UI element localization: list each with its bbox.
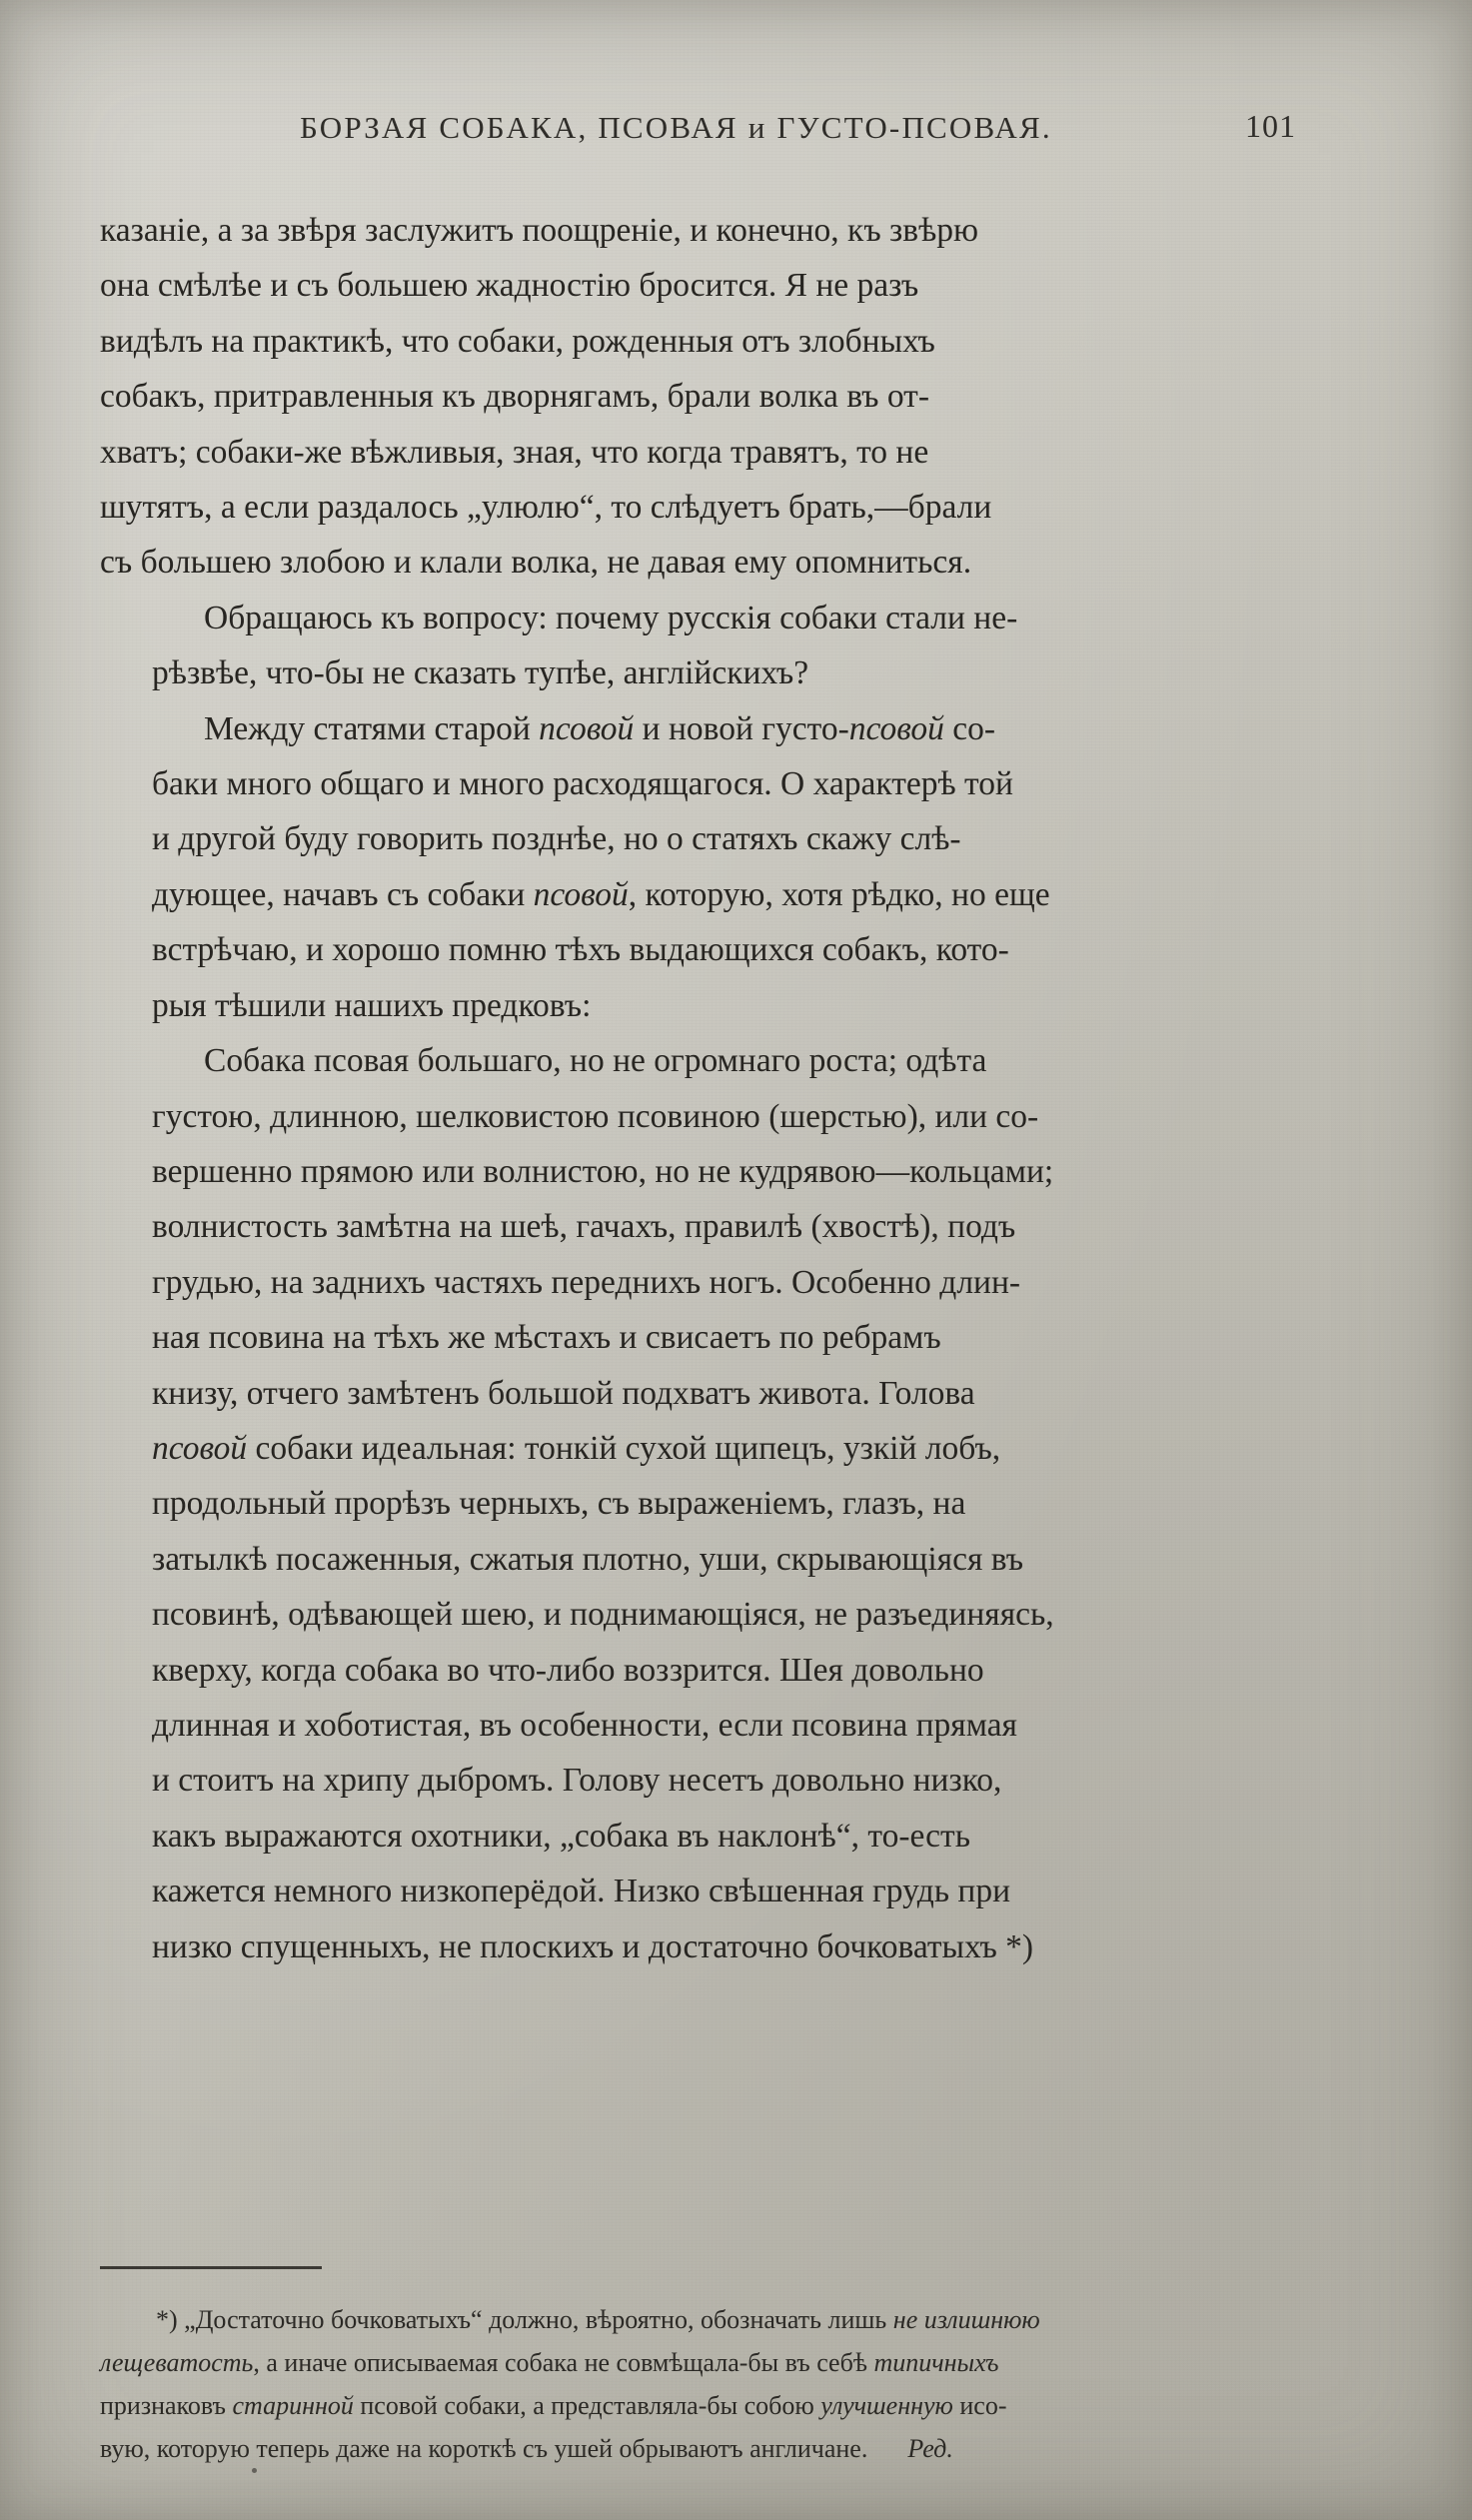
- line-text: съ большею злобою и клали волка, не давая ему опомниться.: [100, 544, 972, 582]
- text-line: [100, 535, 1389, 590]
- footnote-line-text: лещеватость, а иначе описываемая собака не совмѣщала-бы въ себѣ типичныхъ: [100, 2348, 999, 2377]
- footnote-line: [100, 2298, 1389, 2341]
- text-line: [100, 1255, 1389, 1310]
- line-text: встрѣчаю, и хорошо помню тѣхъ выдающихся собакъ, кото-: [152, 931, 1009, 969]
- paragraph: [100, 591, 1389, 701]
- text-line: [100, 480, 1389, 535]
- footnote-line: [100, 2384, 1389, 2427]
- text-line: [100, 203, 1389, 258]
- text-line: [100, 645, 1389, 700]
- text-line: [100, 1587, 1389, 1642]
- line-text: волнистость замѣтна на шеѣ, гачахъ, правилѣ (хвостѣ), подъ: [152, 1208, 1016, 1246]
- paragraph: [100, 701, 1389, 1033]
- text-line: [100, 314, 1389, 369]
- text-line: [100, 1753, 1389, 1808]
- text-line: [100, 867, 1389, 922]
- footnote-line: [100, 2427, 1389, 2470]
- line-text: казаніе, а за звѣря заслужитъ поощреніе, и конечно, къ звѣрю: [100, 212, 979, 249]
- text-line: [100, 701, 1389, 756]
- line-text: продольный прорѣзъ черныхъ, съ выраженіемъ, глазъ, на: [152, 1485, 966, 1523]
- footnote-line: [100, 2341, 1389, 2384]
- line-text: Между статями старой псовой и новой густо-псовой со-: [204, 709, 996, 747]
- line-text: рыя тѣшили нашихъ предковъ:: [152, 986, 592, 1024]
- paragraph: [100, 203, 1389, 591]
- line-text: она смѣлѣе и съ большею жадностію бросится. Я не разъ: [100, 267, 919, 305]
- line-text: густою, длинною, шелковистою псовиною (шерстью), или со-: [152, 1097, 1039, 1135]
- line-text: и стоитъ на хрипу дыбромъ. Голову несетъ довольно низко,: [152, 1762, 1002, 1800]
- footnote: [100, 2298, 1389, 2470]
- text-line: [100, 922, 1389, 977]
- line-text: вершенно прямою или волнистою, но не кудрявою—кольцами;: [152, 1152, 1054, 1190]
- line-text: видѣлъ на практикѣ, что собаки, рожденныя отъ злобныхъ: [100, 322, 935, 360]
- text-line: [100, 258, 1389, 313]
- text-line: [100, 1643, 1389, 1698]
- text-line: [100, 1532, 1389, 1587]
- text-line: [100, 1089, 1389, 1144]
- footnote-line-text: *) „Достаточно бочковатыхъ“ должно, вѣроятно, обозначать лишь не излишнюю: [156, 2305, 1040, 2334]
- text-line: [100, 591, 1389, 645]
- line-text: Обращаюсь къ вопросу: почему русскія собаки стали не-: [204, 599, 1018, 636]
- footnote-divider: [100, 2266, 322, 2269]
- text-line: [100, 1698, 1389, 1753]
- text-line: [100, 756, 1389, 811]
- text-line: [100, 369, 1389, 424]
- text-line: [100, 1366, 1389, 1421]
- text-line: [100, 1421, 1389, 1476]
- text-line: [100, 1033, 1389, 1088]
- line-text: дующее, начавъ съ собаки псовой, которую, хотя рѣдко, но еще: [152, 875, 1050, 913]
- body-text: [100, 203, 1389, 1974]
- line-text: ная псовина на тѣхъ же мѣстахъ и свисаетъ по ребрамъ: [152, 1319, 941, 1357]
- text-line: [100, 1199, 1389, 1254]
- text-line: [100, 978, 1389, 1033]
- text-line: [100, 1864, 1389, 1918]
- running-head: БОРЗАЯ СОБАКА, ПСОВАЯ и ГУСТО-ПСОВАЯ.: [300, 110, 1052, 145]
- line-text: псовинѣ, одѣвающей шею, и поднимающіяся, не разъединяясь,: [152, 1596, 1054, 1634]
- line-text: затылкѣ посаженныя, сжатыя плотно, уши, скрывающіяся въ: [152, 1540, 1024, 1578]
- text-line: [100, 1144, 1389, 1199]
- line-text: какъ выражаются охотники, „собака въ наклонѣ“, то-есть: [152, 1817, 970, 1855]
- text-line: [100, 1310, 1389, 1365]
- footnote-line-text: вую, которую теперь даже на короткѣ съ ушей обрываютъ англичане.: [100, 2434, 868, 2463]
- text-line: [100, 811, 1389, 866]
- line-text: псовой собаки идеальная: тонкій сухой щипецъ, узкій лобъ,: [152, 1429, 1001, 1467]
- footnote-line-text: признаковъ старинной псовой собаки, а представляла-бы собою улучшенную исо-: [100, 2391, 1007, 2420]
- line-text: рѣзвѣе, что-бы не сказать тупѣе, англійскихъ?: [152, 654, 809, 692]
- text-line: [100, 1809, 1389, 1864]
- line-text: низко спущенныхъ, не плоскихъ и достаточно бочковатыхъ *): [152, 1927, 1034, 1965]
- text-line: [100, 425, 1389, 480]
- line-text: шутятъ, а если раздалось „улюлю“, то слѣдуетъ брать,—брали: [100, 489, 992, 527]
- paragraph: [100, 1033, 1389, 1974]
- line-text: собакъ, притравленныя къ дворнягамъ, брали волка въ от-: [100, 378, 929, 416]
- line-text: Собака псовая большаго, но не огромнаго роста; одѣта: [204, 1042, 987, 1080]
- page-number: 101: [1245, 108, 1296, 144]
- line-text: хватъ; собаки-же вѣжливыя, зная, что когда травятъ, то не: [100, 433, 929, 471]
- line-text: книзу, отчего замѣтенъ большой подхватъ живота. Голова: [152, 1374, 975, 1412]
- footnote-signature: Ред.: [907, 2434, 953, 2463]
- ink-speck: [252, 2468, 257, 2473]
- line-text: и другой буду говорить позднѣе, но о статяхъ скажу слѣ-: [152, 820, 961, 858]
- line-text: кверху, когда собака во что-либо воззрится. Шея довольно: [152, 1651, 984, 1689]
- line-text: грудью, на заднихъ частяхъ переднихъ ногъ. Особенно длин-: [152, 1263, 1021, 1301]
- line-text: кажется немного низкоперёдой. Низко свѣшенная грудь при: [152, 1873, 1011, 1910]
- line-text: длинная и хоботистая, въ особенности, если псовина прямая: [152, 1706, 1017, 1744]
- text-line: [100, 1919, 1389, 1974]
- line-text: баки много общаго и много расходящагося. О характерѣ той: [152, 765, 1013, 803]
- text-line: [100, 1476, 1389, 1531]
